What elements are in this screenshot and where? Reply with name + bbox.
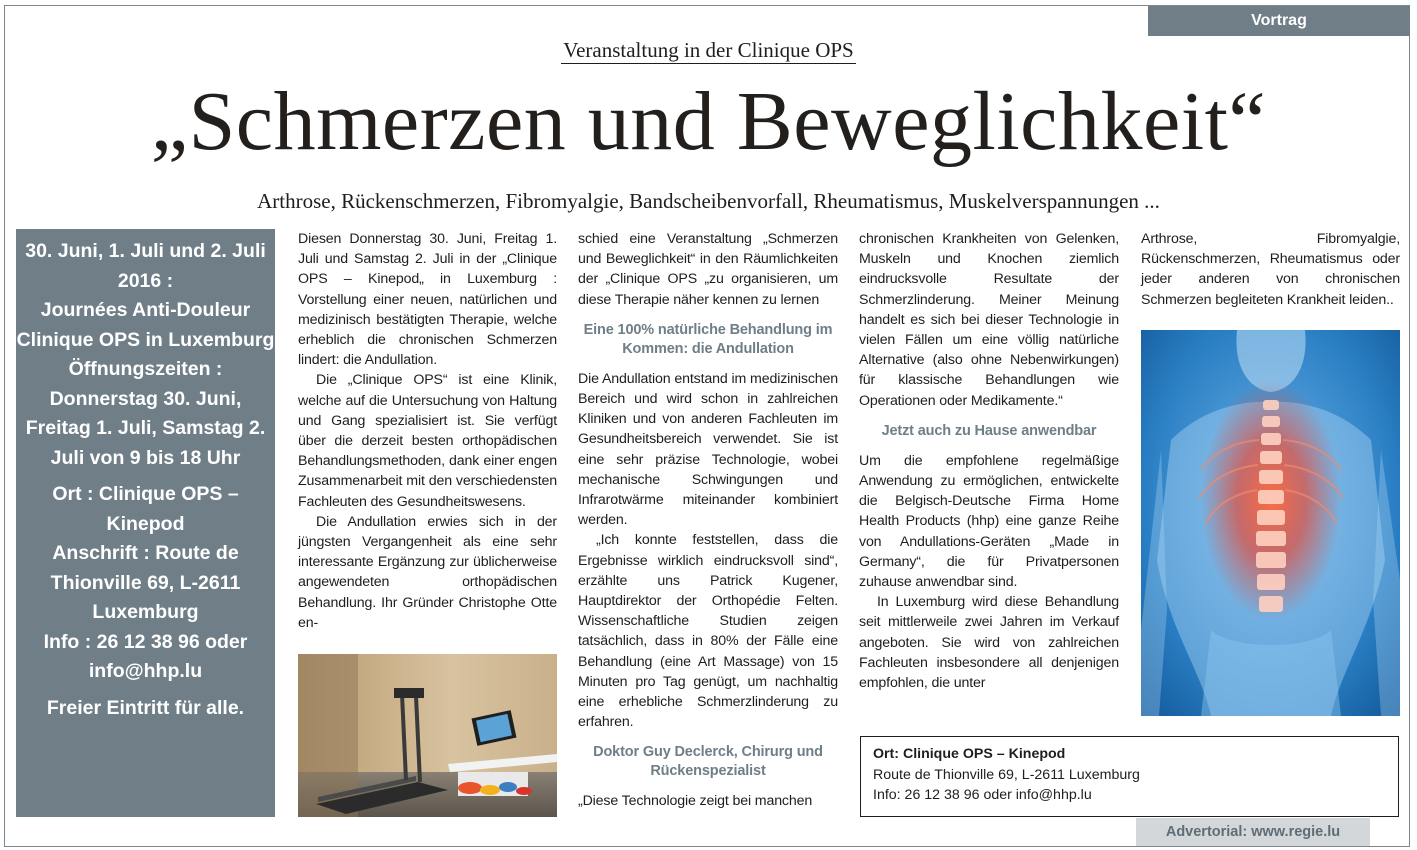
event-address: Anschrift : Route de Thionville 69, L-2611 Luxemburg [50, 542, 241, 623]
subheading-doctor: Doktor Guy Declerck, Chirurg und Rückenspezialist [593, 744, 823, 780]
kicker: Veranstaltung in der Clinique OPS [563, 38, 854, 62]
subheadline: Arthrose, Rückenschmerzen, Fibromyalgie, Bandscheibenvorfall, Rheumatismus, Muskelverspannungen ... [257, 189, 1160, 213]
event-title: Journées Anti-Douleur Clinique OPS in Luxemburg [16, 299, 275, 351]
spine-illustration [1141, 330, 1400, 716]
address-box [860, 736, 1399, 817]
treatment-room-illustration [298, 654, 557, 817]
event-info-box [16, 229, 275, 817]
address-box-title: Ort: Clinique OPS – Kinepod [873, 746, 1066, 762]
event-dates: 30. Juni, 1. Juli und 2. Juli 2016 : [25, 240, 266, 292]
advertorial-tag: Advertorial: www.regie.lu [1136, 818, 1370, 846]
paragraph-andullation-part2: schied eine Veranstaltung „Schmerzen und Beweglichkeit“ in den Räumlichkeiten der „Clinique OPS „zu organisieren, um diese Therapie näher kennen zu lernen [578, 231, 838, 308]
article-column-1 [298, 229, 557, 633]
paragraph-quote-kugener: „Ich konnte feststellen, dass die Ergebnisse wirklich eindrucksvoll sind“, erzählte uns Patrick Kugener, Hauptdirektor der Orthopédie Felten. Wissenschaftliche Studien zeigen tatsächlich, dass in 80% der Fälle eine Behandlung (eine Art Massage) von 15 Minuten pro Tag genügt, um nachhaltig eine erhebliche Schmerzlinderung zu erfahren. [578, 532, 838, 731]
headline: „Schmerzen und Beweglichkeit“ [150, 75, 1267, 168]
subheading-natural-treatment: Eine 100% natürliche Behandlung im Kommen: die Andullation [583, 321, 833, 357]
paragraph-luxembourg-part2: Arthrose, Fibromyalgie, Rückenschmerzen, Rheumatismus oder jeder anderen von chronischen Schmerzen begleiteten Krankheit leiden.. [1141, 231, 1400, 308]
paragraph-doctor-quote-part2: chronischen Krankheiten von Gelenken, Muskeln und Knochen ziemlich eindrucksvolle Resultate der Schmerzlinderung. Meiner Meinung handelt es sich bei dieser Technologie in vielen Fällen um eine völlig natürliche Alternative (also ohne Nebenwirkungen) für klassische Behandlungen wie Operationen oder Medikamente.“ [859, 231, 1119, 409]
section-tag: Vortrag [1148, 6, 1410, 36]
paragraph-origin: Die Andullation entstand im medizinischen Bereich und wird schon in zahlreichen Kliniken und von anderen Fachleuten im Gesundheitsbereich verwendet. Sie ist eine sehr präzise Technologie, wobei mechanische Schwingungen und Infrarotwärme miteinander kombiniert werden. [578, 370, 838, 529]
hours-label: Öffnungszeiten : [68, 358, 223, 380]
paragraph-intro: Diesen Donnerstag 30. Juni, Freitag 1. Juli und Samstag 2. Juli in der „Clinique OPS – Kinepod„ in Luxemburg : Vorstellung einer neuen, natürlichen und medizinisch bestätigten Therapie, welche erheblich die chronischen Schmerzen lindert: die Andullation. [298, 231, 557, 369]
address-box-address: Route de Thionville 69, L-2611 Luxemburg [873, 766, 1140, 783]
subheading-at-home: Jetzt auch zu Hause anwendbar [881, 422, 1097, 439]
treatment-room-photo [298, 654, 557, 817]
opening-hours: Donnerstag 30. Juni, Freitag 1. Juli, Samstag 2. Juli von 9 bis 18 Uhr [25, 387, 266, 469]
kicker-container [0, 38, 1417, 63]
paragraph-clinic: Die „Clinique OPS“ ist eine Klinik, welche auf die Untersuchung von Haltung und Gang spezialisiert ist. Sie verfügt über die derzeit besten orthopädischen Behandlungsmethoden, dank einer engen Zusammenarbeit mit den verschiedensten Fachleuten des Gesundheitswesens. [298, 372, 557, 510]
event-place: Ort : Clinique OPS – Kinepod [52, 483, 239, 535]
spine-pain-illustration [1141, 330, 1400, 716]
paragraph-doctor-quote-part1: „Diese Technologie zeigt bei manchen [578, 793, 813, 810]
paragraph-luxembourg-part1: In Luxemburg wird diese Behandlung seit mittlerweile zwei Jahren im Verkauf angeboten. Sie wird von zahlreichen Fachleuten insbesondere all denjenigen empfohlen, die unter [859, 594, 1119, 692]
paragraph-andullation-part1: Die Andullation erwies sich in der jüngsten Vergangenheit als eine sehr interessante Ergänzung zur üblicherweise angewendeten orthopädischen Behandlung. Ihr Gründer Christophe Otte en- [298, 513, 557, 631]
address-box-info: Info: 26 12 38 96 oder info@hhp.lu [873, 787, 1092, 803]
free-entry: Freier Eintritt für alle. [46, 696, 245, 719]
article-column-2 [578, 229, 838, 812]
article-column-3 [859, 229, 1119, 693]
paragraph-home-devices: Um die empfohlene regelmäßige Anwendung zu ermöglichen, entwickelte die Belgisch-Deutsche Firma Home Health Products (hhp) eine ganze Reihe von Andullations-Geräten „Made in Germany“, die für Privatpersonen zuhause anwendbar sind. [859, 452, 1119, 591]
article-column-4 [1141, 229, 1400, 310]
event-contact: Info : 26 12 38 96 oder info@hhp.lu [43, 630, 248, 682]
